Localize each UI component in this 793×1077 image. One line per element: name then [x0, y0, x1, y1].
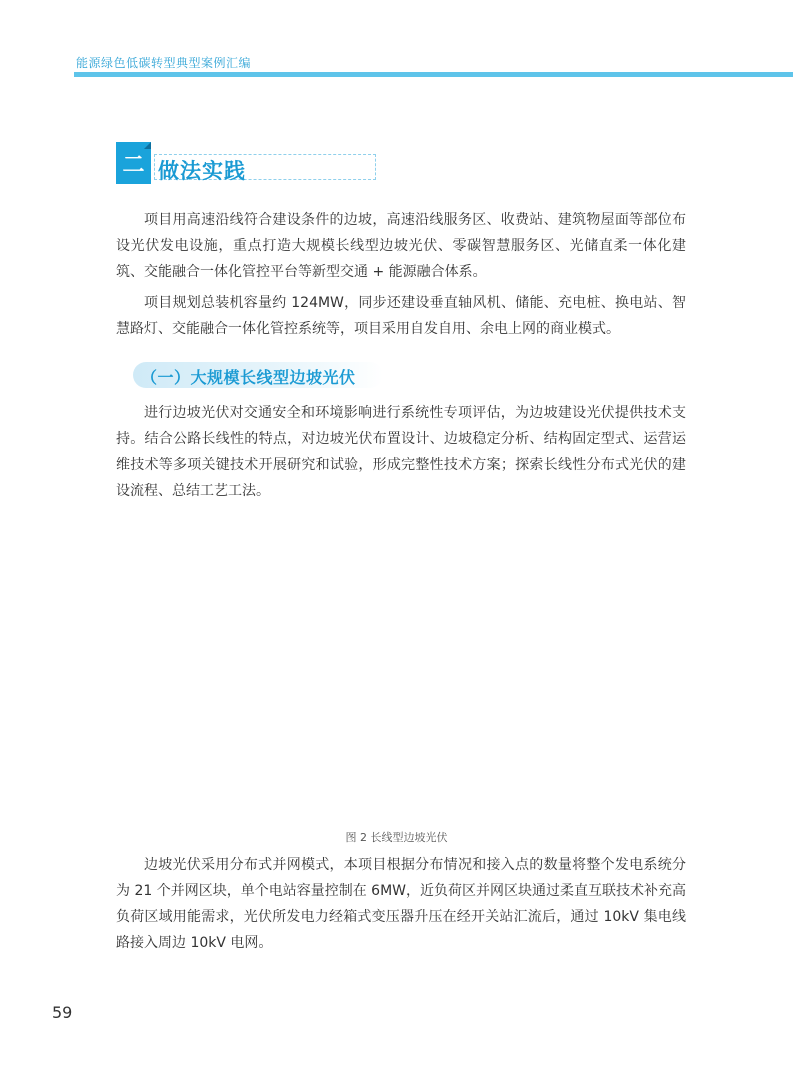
section-number: 二	[116, 142, 151, 184]
paragraph-2: 项目规划总装机容量约 124MW，同步还建设垂直轴风机、储能、充电桩、换电站、智慧路灯、交能融合一体化管控系统等，项目采用自发自用、余电上网的商业模式。	[116, 295, 686, 337]
paragraph-4: 边坡光伏采用分布式并网模式，本项目根据分布情况和接入点的数量将整个发电系统分为 21 个并网区块，单个电站容量控制在 6MW，近负荷区并网区块通过柔直互联技术补充高负荷区域用能需求，光伏所发电力经箱式变压器升压在经开关站汇流后，通过 10kV 集电线路接入周边 10kV 电网。	[116, 857, 686, 951]
header-rule	[74, 72, 793, 77]
paragraph-1: 项目用高速沿线符合建设条件的边坡，高速沿线服务区、收费站、建筑物屋面等部位布设光伏发电设施，重点打造大规模长线型边坡光伏、零碳智慧服务区、光储直柔一体化建筑、交能融合一体化管控平台等新型交通 + 能源融合体系。	[116, 212, 686, 280]
running-header: 能源绿色低碳转型典型案例汇编	[76, 56, 252, 70]
section-title: 做法实践	[158, 159, 246, 183]
paragraph-3: 进行边坡光伏对交通安全和环境影响进行系统性专项评估，为边坡建设光伏提供技术支持。结合公路长线性的特点，对边坡光伏布置设计、边坡稳定分析、结构固定型式、运营运维技术等多项关键技术开展研究和试验，形成完整性技术方案；探索长线性分布式光伏的建设流程、总结工艺工法。	[116, 405, 686, 499]
figure-image-area	[116, 510, 686, 815]
subsection-title: （一）大规模长线型边坡光伏	[141, 368, 356, 387]
page-number: 59	[52, 1003, 73, 1022]
section-heading	[116, 142, 378, 184]
figure-caption: 图 2 长线型边坡光伏	[345, 831, 448, 844]
subsection-heading	[133, 362, 383, 388]
